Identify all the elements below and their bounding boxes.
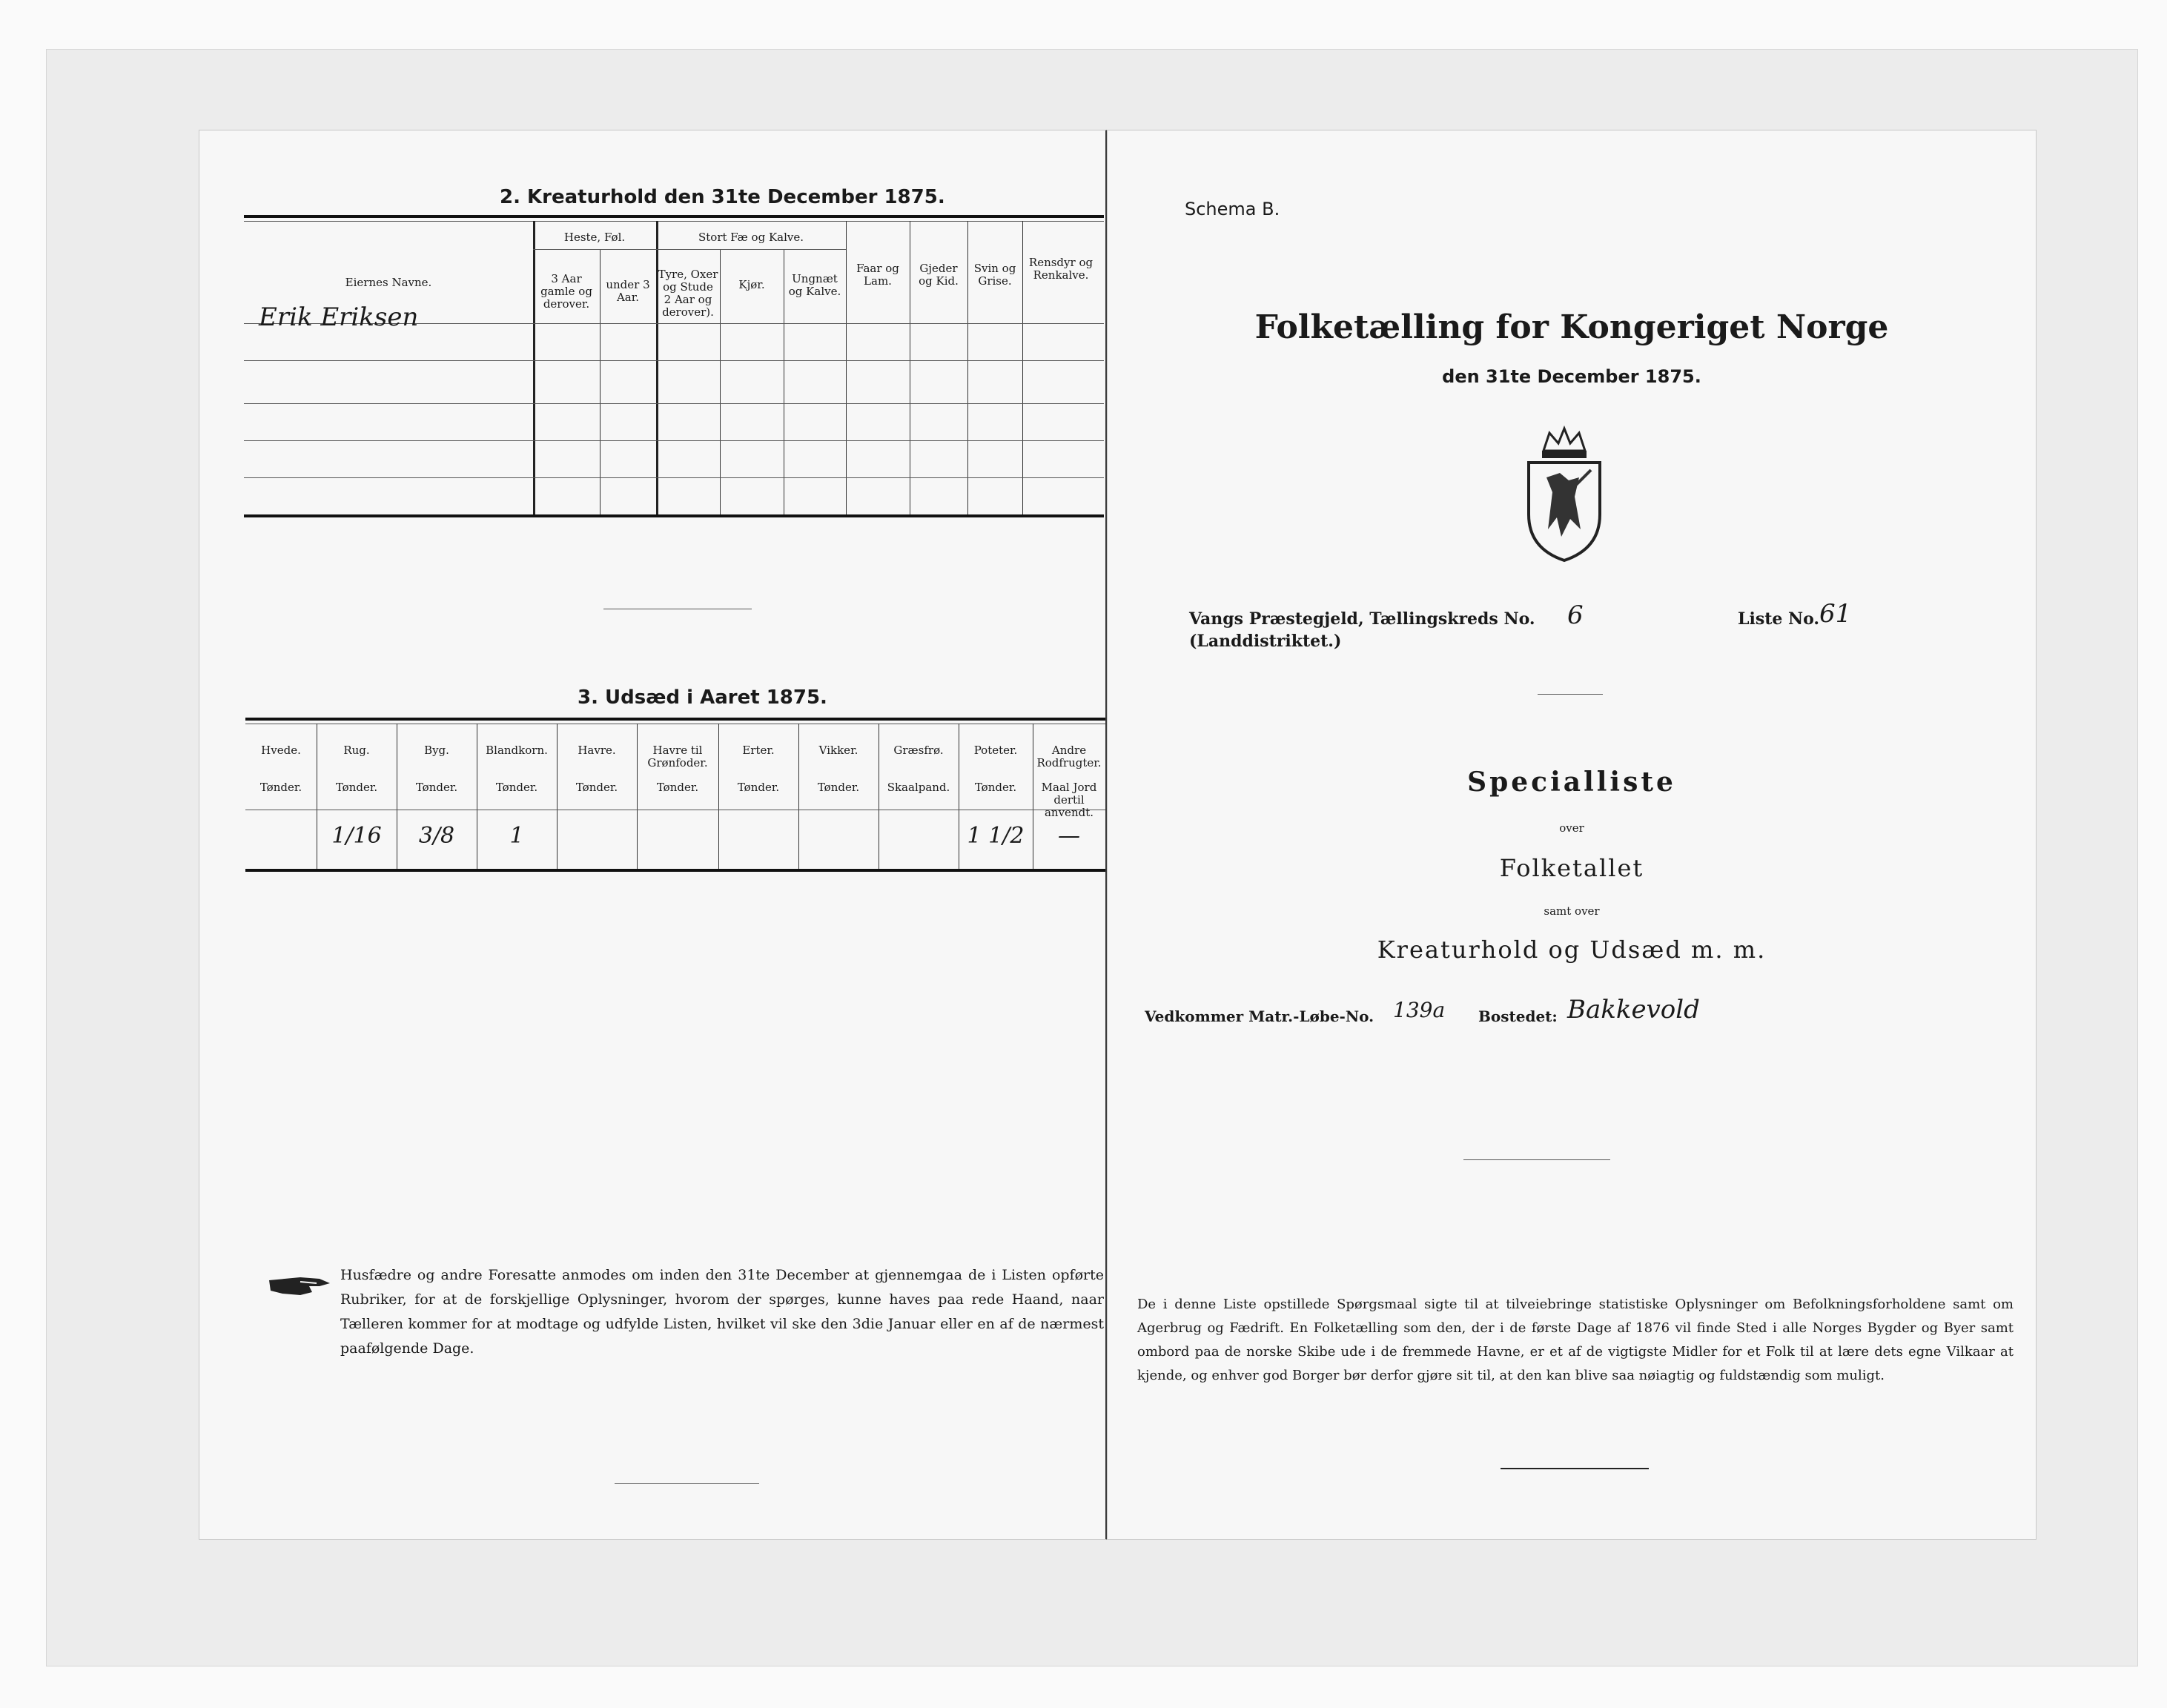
row-rule [244, 477, 1104, 478]
col-header: 3 Aar gamle og derover. [540, 272, 592, 311]
kreaturhold-heading: Kreaturhold og Udsæd m. m. [1377, 936, 1767, 964]
pointing-hand-icon [268, 1270, 331, 1300]
notice-text: Husfædre og andre Foresatte anmodes om inden den 31te December at gjennemgaa de i Listen opførte Rubriker, for at de forskjellige Oplysninger, hvorom der spørges, kunne haves paa rede Haand, naar Tælleren kommer for at modtage og udfylde Listen, hvilket vil ske den 3die Januar eller en af de nærmest paafølgende Dage. [340, 1267, 1104, 1357]
udsaed-value: — [1058, 823, 1080, 849]
col-divider [967, 221, 968, 514]
row-rule [244, 360, 1104, 361]
kreds-number: 6 [1567, 600, 1584, 630]
col-header: Faar og Lam. [856, 262, 899, 288]
udsaed-table [245, 724, 1105, 869]
group-underline [533, 249, 846, 250]
document-date: den 31te December 1875. [1442, 366, 1701, 387]
udsaed-col-header: Havre til Grønfoder. [647, 744, 708, 769]
col-divider [846, 221, 847, 514]
liste-label: Liste No. [1738, 609, 1820, 629]
col-header: Kjør. [738, 278, 765, 291]
udsaed-col-unit: Maal Jord dertil anvendt. [1041, 781, 1097, 819]
udsaed-value: 1 1/2 [967, 823, 1025, 849]
document-title: Folketælling for Kongeriget Norge [1254, 308, 1889, 346]
owner-name: Erik Eriksen [259, 302, 419, 332]
udsaed-col-header: Hvede. [261, 744, 301, 757]
col-header: Tyre, Oxer og Stude 2 Aar og derover). [658, 268, 718, 319]
udsaed-col-header: Vikker. [818, 744, 858, 757]
udsaed-col-header: Blandkorn. [486, 744, 548, 757]
left-page [199, 130, 1108, 1540]
group-stort: Stort Fæ og Kalve. [698, 231, 804, 244]
col-divider [720, 249, 721, 514]
col-header: under 3 Aar. [606, 278, 650, 304]
udsaed-value: 1/16 [331, 823, 382, 849]
udsaed-col-unit: Tønder. [817, 781, 860, 794]
col-divider [656, 221, 658, 514]
udsaed-value: 3/8 [418, 823, 455, 849]
udsaed-col-header: Græsfrø. [893, 744, 944, 757]
udsaed-col-unit: Tønder. [575, 781, 618, 794]
owner-divider [533, 221, 535, 514]
divider-line [615, 1483, 759, 1484]
table-top-rule [245, 718, 1105, 721]
table-top-rule [244, 215, 1104, 218]
specialliste-heading: Specialliste [1467, 767, 1676, 798]
col-header: Gjeder og Kid. [919, 262, 959, 288]
col-header: Rensdyr og Renkalve. [1028, 256, 1094, 282]
col-divider [1022, 221, 1023, 514]
divider-line [1538, 694, 1603, 695]
liste-number: 61 [1819, 599, 1852, 629]
bosted-value: Bakkevold [1567, 995, 1700, 1025]
udsaed-col-unit: Tønder. [259, 781, 302, 794]
udsaed-col-header: Poteter. [973, 744, 1018, 757]
norway-coat-of-arms-icon [1523, 426, 1606, 563]
udsaed-col-unit: Tønder. [656, 781, 699, 794]
section-2-title: 2. Kreaturhold den 31te December 1875. [500, 186, 945, 208]
udsaed-col-header: Havre. [578, 744, 616, 757]
right-page [1107, 130, 2037, 1540]
table-top-rule-2 [244, 221, 1104, 222]
samt-over-label: samt over [1544, 904, 1600, 918]
udsaed-col-header: Rug. [343, 744, 370, 757]
matr-value: 139a [1393, 998, 1446, 1022]
udsaed-col-unit: Tønder. [335, 781, 378, 794]
district-line: Vangs Præstegjeld, Tællingskreds No. [1189, 609, 1535, 629]
udsaed-col-unit: Tønder. [974, 781, 1017, 794]
row-rule [244, 403, 1104, 404]
udsaed-col-header: Byg. [424, 744, 449, 757]
matr-label: Vedkommer Matr.-Løbe-No. [1145, 1007, 1374, 1025]
section-3-title: 3. Udsæd i Aaret 1875. [578, 686, 827, 709]
udsaed-col-header: Andre Rodfrugter. [1036, 744, 1102, 769]
folketallet-heading: Folketallet [1499, 854, 1644, 882]
divider-line [1501, 1468, 1649, 1469]
col-header: Ungnæt og Kalve. [788, 272, 841, 298]
col-divider [600, 249, 601, 514]
row-rule [244, 440, 1104, 441]
table-bottom-rule [245, 869, 1105, 872]
udsaed-col-unit: Skaalpand. [887, 781, 950, 794]
udsaed-col-unit: Tønder. [495, 781, 538, 794]
udsaed-col-unit: Tønder. [737, 781, 780, 794]
over-label: over [1559, 821, 1584, 835]
district-sub: (Landdistriktet.) [1189, 632, 1342, 651]
group-heste: Heste, Føl. [563, 231, 626, 244]
udsaed-col-header: Erter. [742, 744, 775, 757]
schema-label: Schema B. [1185, 199, 1280, 219]
divider-line [1463, 1159, 1610, 1160]
bosted-label: Bostedet: [1478, 1007, 1558, 1025]
table-bottom-rule [244, 514, 1104, 517]
owner-header: Eiernes Navne. [345, 276, 432, 289]
col-header: Svin og Grise. [973, 262, 1016, 288]
udsaed-value: 1 [509, 823, 524, 849]
udsaed-col-unit: Tønder. [415, 781, 458, 794]
explanatory-paragraph: De i denne Liste opstillede Spørgsmaal sigte til at tilveiebringe statistiske Oplysninger om Befolkningsforholdene samt om Agerbrug og Fædrift. En Folketælling som den, der i de første Dage af 1876 vil finde Sted i alle Norges Bygder og Byer samt ombord paa de norske Skibe ude i de fremmede Havne, er et af de vigtigste Midler for et Folk til at lære dets egne Vilkaar at kjende, og enhver god Borger bør derfor gjøre sit til, at den kan blive saa nøiagtig og fuldstændig som muligt. [1137, 1297, 2014, 1383]
